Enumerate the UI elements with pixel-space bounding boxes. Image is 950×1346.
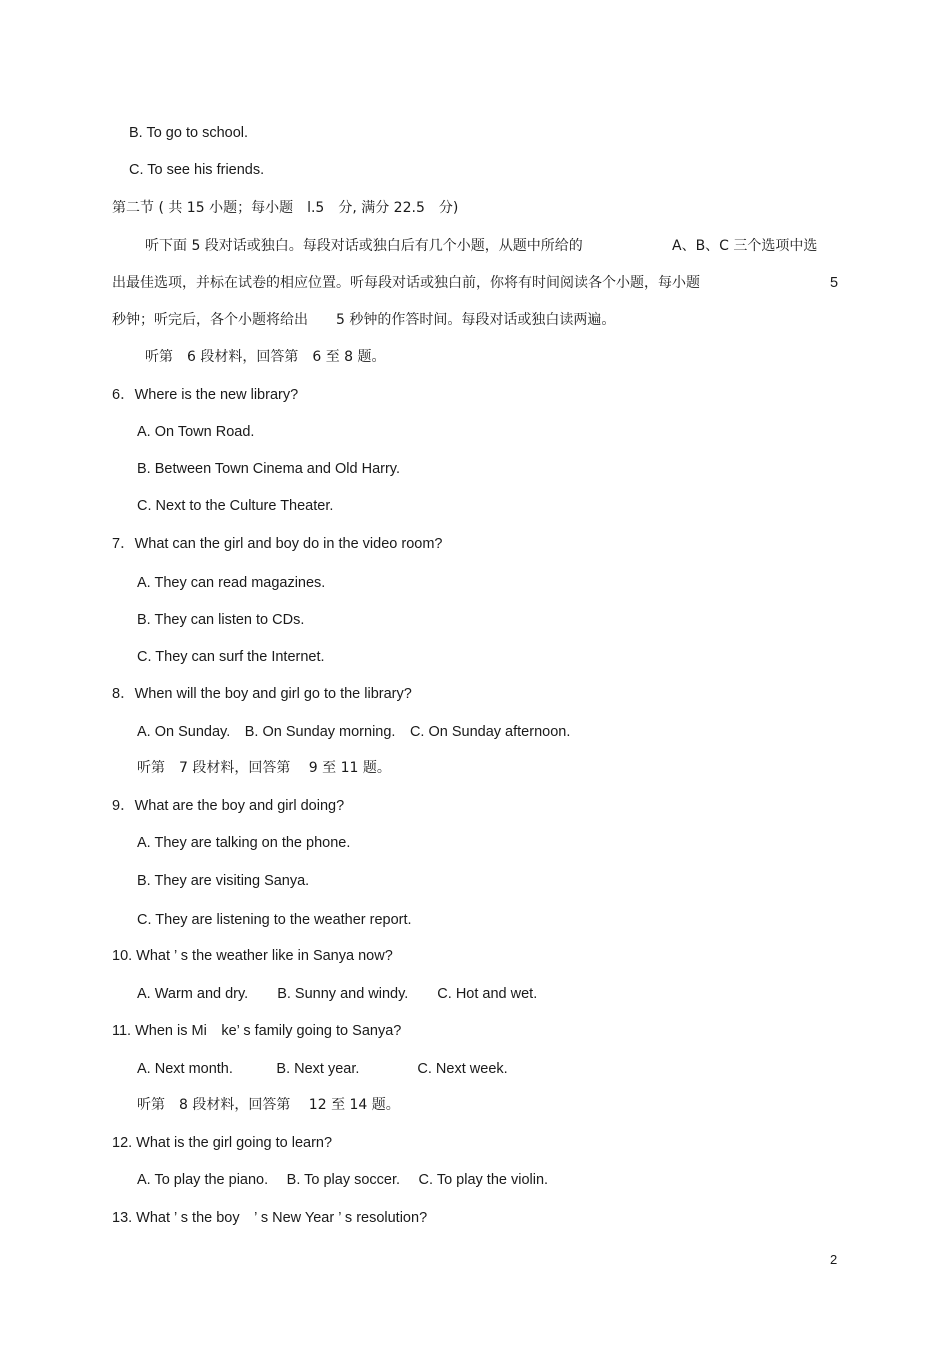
question-text: 10. What ’ s the weather like in Sanya now?: [112, 948, 393, 964]
option-text: B. They can listen to CDs.: [137, 612, 305, 628]
question-text: 6．Where is the new library?: [112, 387, 299, 403]
option-text: A. On Sunday. B. On Sunday morning. C. On Sunday afternoon.: [137, 724, 571, 740]
question-text: 9．What are the boy and girl doing?: [112, 798, 345, 814]
listening-instruction: 听第 6 段材料，回答第 6 至 8 题。: [145, 349, 386, 365]
instruction-text: 听下面 5 段对话或独白。每段对话或独白后有几个小题，从题中所给的: [145, 238, 583, 254]
option-text: B. To go to school.: [129, 125, 249, 141]
question-text: 13. What ’ s the boy ’ s New Year ’ s resolution?: [112, 1210, 428, 1226]
question-text: 11. When is Mi ke’ s family going to Sanya?: [112, 1023, 402, 1039]
option-text: A. They are talking on the phone.: [137, 835, 351, 851]
question-text: 12. What is the girl going to learn?: [112, 1135, 333, 1151]
option-text: C. They can surf the Internet.: [137, 649, 325, 665]
listening-instruction: 听第 7 段材料，回答第 9 至 11 题。: [137, 760, 391, 776]
option-text: A. Next month. B. Next year. C. Next week.: [137, 1061, 508, 1077]
instruction-text: 秒钟；听完后，各个小题将给出 5 秒钟的作答时间。每段对话或独白读两遍。: [112, 312, 616, 328]
instruction-text: 5: [830, 275, 839, 291]
listening-instruction: 听第 8 段材料，回答第 12 至 14 题。: [137, 1097, 400, 1113]
option-text: A. Warm and dry. B. Sunny and windy. C. Hot and wet.: [137, 986, 538, 1002]
option-text: C. Next to the Culture Theater.: [137, 498, 334, 514]
page-number: 2: [830, 1252, 838, 1267]
instruction-text: A、B、C 三个选项中选: [672, 238, 818, 254]
option-text: C. They are listening to the weather report.: [137, 912, 412, 928]
instruction-text: 出最佳选项，并标在试卷的相应位置。听每段对话或独白前，你将有时间阅读各个小题，每小题: [112, 275, 700, 291]
section-heading: 第二节 ( 共 15 小题；每小题 l.5 分, 满分 22.5 分): [112, 200, 459, 216]
option-text: A. To play the piano. B. To play soccer. C. To play the violin.: [137, 1172, 549, 1188]
question-text: 7．What can the girl and boy do in the video room?: [112, 536, 443, 552]
option-text: A. They can read magazines.: [137, 575, 326, 591]
option-text: B. They are visiting Sanya.: [137, 873, 310, 889]
option-text: A. On Town Road.: [137, 424, 255, 440]
option-text: B. Between Town Cinema and Old Harry.: [137, 461, 401, 477]
question-text: 8．When will the boy and girl go to the library?: [112, 686, 412, 702]
option-text: C. To see his friends.: [129, 162, 265, 178]
